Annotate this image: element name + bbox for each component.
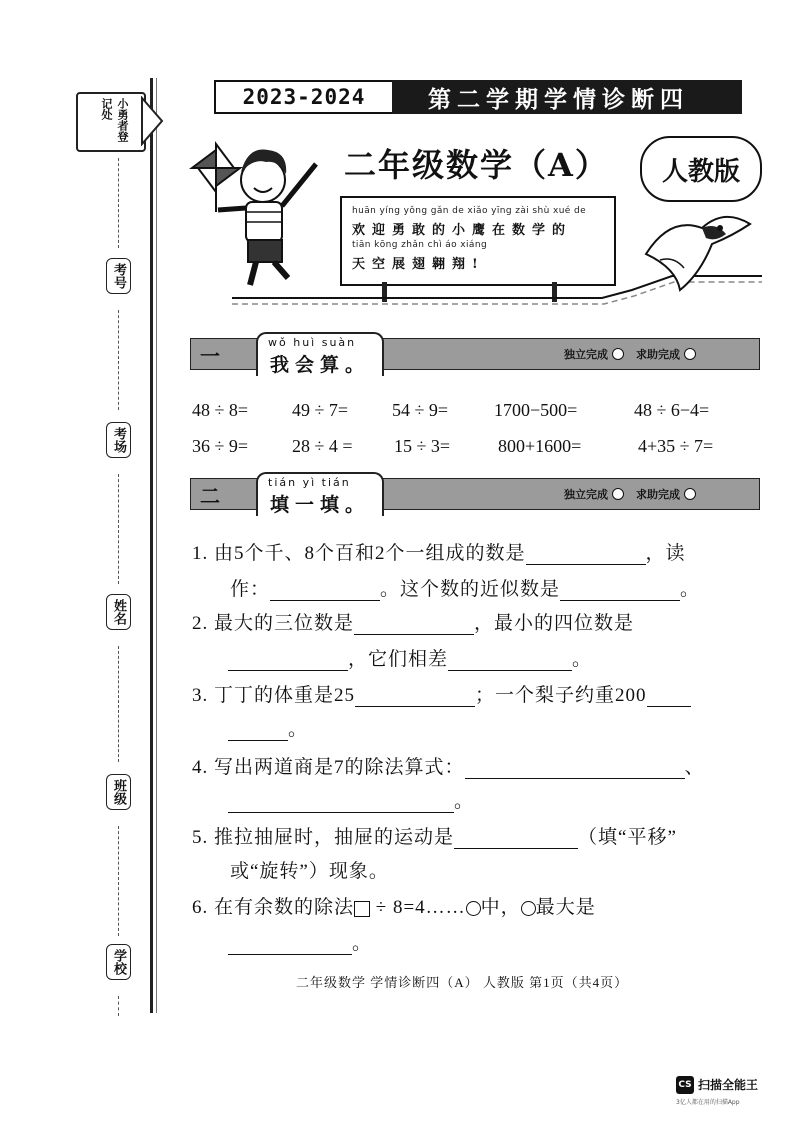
answer-blank[interactable]	[448, 652, 572, 671]
binding-dash	[118, 310, 120, 410]
question-5-line-2: 或“旋转”）现象。	[230, 861, 389, 882]
binding-dash	[118, 158, 120, 248]
pinwheel-icon	[192, 144, 240, 212]
binding-dash	[118, 474, 120, 584]
calc-item: 48 ÷ 6−4=	[634, 400, 710, 420]
independent-circle[interactable]	[612, 488, 624, 500]
section2-number: 二	[200, 484, 220, 508]
exam-room-label: 考场	[106, 422, 131, 458]
binding-line	[150, 78, 153, 1013]
answer-blank[interactable]	[228, 936, 352, 955]
calc-item: 36 ÷ 9=	[192, 436, 249, 456]
circle-placeholder-icon	[466, 901, 481, 916]
calc-item: 28 ÷ 4 =	[292, 436, 353, 456]
independent-circle[interactable]	[612, 348, 624, 360]
section2-status	[564, 486, 696, 502]
square-placeholder-icon	[354, 901, 370, 917]
tag-arrow-icon	[140, 96, 168, 146]
assisted-circle[interactable]	[684, 348, 696, 360]
question-1-line-1: 1. 由5个千、8个百和2个一组成的数是 ，读	[192, 543, 686, 564]
sign-pinyin-1: huān yíng yǒng gǎn de xiǎo yīng zài shù xué de	[352, 206, 587, 216]
calc-item: 1700−500=	[494, 400, 578, 420]
binding-dash	[118, 996, 120, 1016]
exam-number-label: 考号	[106, 258, 131, 294]
answer-blank[interactable]	[228, 794, 454, 813]
sign-text-1: 欢迎勇敢的小鹰在数学的	[352, 223, 573, 238]
question-2-line-2: ，它们相差 。	[228, 644, 592, 671]
camscanner-logo-icon: CS	[676, 1076, 694, 1094]
answer-blank[interactable]	[560, 582, 680, 601]
section1-title: 我会算。	[270, 354, 371, 376]
answer-blank[interactable]	[526, 546, 646, 565]
section1-number: 一	[200, 344, 220, 368]
school-year: 2023-2024	[214, 80, 394, 114]
question-2-line-1: 2. 最大的三位数是 ，最小的四位数是	[192, 613, 635, 634]
question-3-line-1: 3. 丁丁的体重是25 ；一个梨子约重200	[192, 680, 691, 707]
calc-item: 15 ÷ 3=	[394, 436, 451, 456]
sign-text-2: 天空展翅翱翔!	[352, 257, 485, 272]
binding-dash	[118, 646, 120, 762]
independent-label: 独立完成	[564, 488, 608, 501]
question-3-line-2: 。	[228, 714, 308, 741]
calc-item: 48 ÷ 8=	[192, 400, 249, 420]
binding-line-inner	[156, 78, 157, 1013]
independent-label: 独立完成	[564, 348, 608, 361]
circle-placeholder-icon	[521, 901, 536, 916]
answer-blank[interactable]	[354, 616, 474, 635]
question-4-line-1: 4. 写出两道商是7的除法算式： 、	[192, 757, 705, 778]
page-footer: 二年级数学 学情诊断四（A） 人教版 第1页（共4页）	[296, 975, 629, 990]
assisted-label: 求助完成	[636, 348, 680, 361]
answer-blank[interactable]	[228, 652, 348, 671]
answer-blank[interactable]	[355, 688, 475, 707]
sign-pinyin-2: tiān kōng zhǎn chì áo xiáng	[352, 240, 488, 250]
question-1-line-2: 作： 。这个数的近似数是 。	[230, 579, 701, 600]
calc-item: 800+1600=	[498, 436, 582, 456]
name-label: 姓名	[106, 594, 131, 630]
question-6-line-1: 6. 在有余数的除法 ÷ 8=4…… 中， 最大是	[192, 897, 596, 918]
answer-blank[interactable]	[228, 722, 288, 741]
calc-item: 54 ÷ 9=	[392, 400, 449, 420]
calc-item: 49 ÷ 7=	[292, 400, 349, 420]
question-4-line-2: 。	[228, 786, 474, 813]
eagle-icon	[640, 204, 760, 294]
camscanner-name: 扫描全能王	[698, 1078, 759, 1092]
paper-title: 二年级数学（A）	[344, 146, 609, 184]
registration-tag-text: 小勇者登记处	[100, 98, 129, 142]
answer-blank[interactable]	[270, 582, 380, 601]
section2-pinyin: tián yì tián	[268, 476, 351, 489]
section2-title: 填一填。	[270, 494, 371, 516]
answer-blank[interactable]	[647, 688, 691, 707]
assisted-circle[interactable]	[684, 488, 696, 500]
section1-pinyin: wǒ huì suàn	[268, 336, 357, 349]
assisted-label: 求助完成	[636, 488, 680, 501]
question-6-line-2: 。	[228, 928, 372, 955]
calc-item: 4+35 ÷ 7=	[638, 436, 714, 456]
class-label: 班级	[106, 774, 131, 810]
question-5-line-1: 5. 推拉抽屉时，抽屉的运动是 （填“平移”	[192, 827, 677, 848]
edition-badge: 人教版	[640, 136, 762, 202]
answer-blank[interactable]	[465, 760, 685, 779]
section1-status	[564, 346, 696, 362]
school-label: 学校	[106, 944, 131, 980]
boy-illustration	[188, 140, 333, 290]
binding-dash	[118, 826, 120, 936]
answer-blank[interactable]	[454, 830, 578, 849]
term-title: 第二学期学情诊断四	[392, 80, 742, 114]
registration-tag	[76, 92, 146, 152]
camscanner-slogan: 3亿人都在用的扫描App	[676, 1099, 740, 1106]
